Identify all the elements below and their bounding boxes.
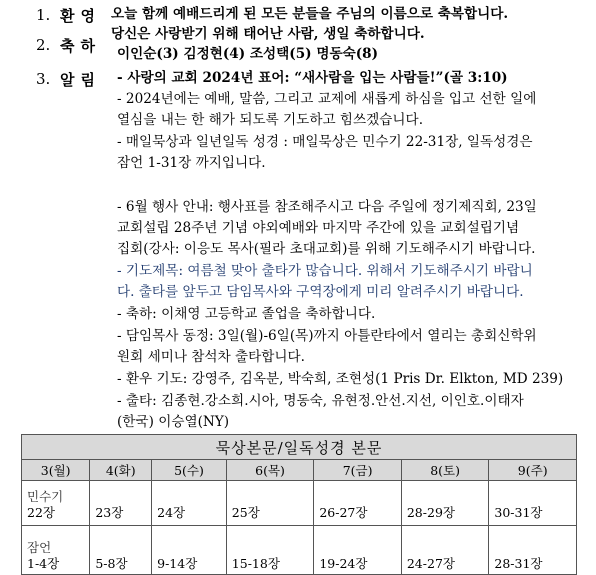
notice-line: - 기도제목: 여름철 맞아 출타가 많습니다. 위해서 기도해주시기 바랍니 bbox=[117, 263, 533, 279]
birthday-text: 당신은 사랑받기 위해 태어난 사람, 생일 축하합니다. bbox=[111, 26, 425, 42]
cell-value: 22장 bbox=[27, 505, 55, 520]
table-title: 묵상본문/일독성경 본문 bbox=[22, 435, 577, 460]
table-cell: 19-24장 bbox=[314, 526, 402, 575]
notice-line: - 매일묵상과 일년일독 성경 : 매일묵상은 민수기 22-31장, 일독성경은 bbox=[117, 134, 533, 150]
day-header-row bbox=[22, 460, 577, 481]
table-cell bbox=[22, 526, 90, 575]
table-cell: 23장 bbox=[90, 481, 152, 526]
section-1-number: 1. bbox=[36, 6, 51, 24]
birthday-names: 이인순(3) 김정현(4) 조성택(5) 명동숙(8) bbox=[117, 46, 379, 62]
notice-line: 원회 세미나 참석차 출타합니다. bbox=[117, 349, 305, 365]
table-cell: 28-29장 bbox=[401, 481, 489, 526]
section-2-heading: 축하 bbox=[60, 37, 101, 55]
notice-line: - 축하: 이채영 고등학교 졸업을 축하합니다. bbox=[117, 306, 376, 322]
notice-line: (한국) 이승열(NY) bbox=[117, 414, 230, 430]
notice-line: 집회(강사: 이응도 목사(필라 초대교회)를 위해 기도해주시기 바랍니다. bbox=[117, 241, 536, 257]
notice-line: - 담임목사 동정: 3일(월)-6일(목)까지 아틀란타에서 열리는 총회신학위 bbox=[117, 328, 537, 344]
notice-line: - 출타: 김종현.강소희.시아, 명동숙, 유현정.안선.지선, 이인호.이태자 bbox=[117, 393, 524, 409]
table-cell: 15-18장 bbox=[226, 526, 314, 575]
notice-line: - 사랑의 교회 2024년 표어: “새사람을 입는 사람들!”(골 3:10) bbox=[117, 70, 508, 86]
notice-line: 교회설립 28주년 기념 야외예배와 마지막 주간에 있을 교회설립기념 bbox=[117, 220, 520, 236]
table-cell bbox=[22, 481, 90, 526]
table-cell: 28-31장 bbox=[489, 526, 577, 575]
section-3-number: 3. bbox=[36, 70, 51, 88]
notice-line: - 환우 기도: 강영주, 김옥분, 박숙희, 조현성(1 Pris Dr. Elkton, MD 239) bbox=[117, 371, 564, 387]
cell-value: 1-4장 bbox=[27, 556, 60, 571]
notice-line: 열심을 내는 한 해가 되도록 기도하고 힘쓰겠습니다. bbox=[117, 112, 424, 128]
day-header: 4(화) bbox=[90, 460, 152, 481]
notice-line: - 6월 행사 안내: 행사표를 참조해주시고 다음 주일에 정기제직회, 23일 bbox=[117, 199, 537, 215]
section-2-number: 2. bbox=[36, 36, 51, 54]
notice-line: 잠언 1-31장 까지입니다. bbox=[117, 155, 266, 171]
row-label: 민수기 bbox=[27, 489, 64, 504]
section-1-heading: 환영 bbox=[60, 7, 101, 25]
table-cell: 26-27장 bbox=[314, 481, 402, 526]
section-3-heading: 알림 bbox=[60, 71, 101, 89]
table-cell: 5-8장 bbox=[90, 526, 152, 575]
day-header: 7(금) bbox=[314, 460, 402, 481]
day-header: 6(목) bbox=[226, 460, 314, 481]
welcome-text: 오늘 함께 예배드리게 된 모든 분들을 주님의 이름으로 축복합니다. bbox=[111, 6, 509, 22]
day-header: 5(수) bbox=[152, 460, 227, 481]
notice-line: - 2024년에는 예배, 말씀, 그리고 교제에 새롭게 하심을 입고 선한 일에 bbox=[117, 91, 537, 107]
notice-line: 다. 출타를 앞두고 담임목사와 구역장에게 미리 알려주시기 바랍니다. bbox=[117, 284, 524, 300]
table-cell: 25장 bbox=[226, 481, 314, 526]
table-cell: 24-27장 bbox=[401, 526, 489, 575]
day-header: 9(주) bbox=[489, 460, 577, 481]
table-row bbox=[22, 481, 577, 526]
day-header: 8(토) bbox=[401, 460, 489, 481]
table-cell: 9-14장 bbox=[152, 526, 227, 575]
reading-table bbox=[21, 434, 577, 575]
table-row bbox=[22, 526, 577, 575]
day-header: 3(월) bbox=[22, 460, 90, 481]
table-cell: 24장 bbox=[152, 481, 227, 526]
row-label: 잠언 bbox=[27, 540, 52, 555]
table-cell: 30-31장 bbox=[489, 481, 577, 526]
